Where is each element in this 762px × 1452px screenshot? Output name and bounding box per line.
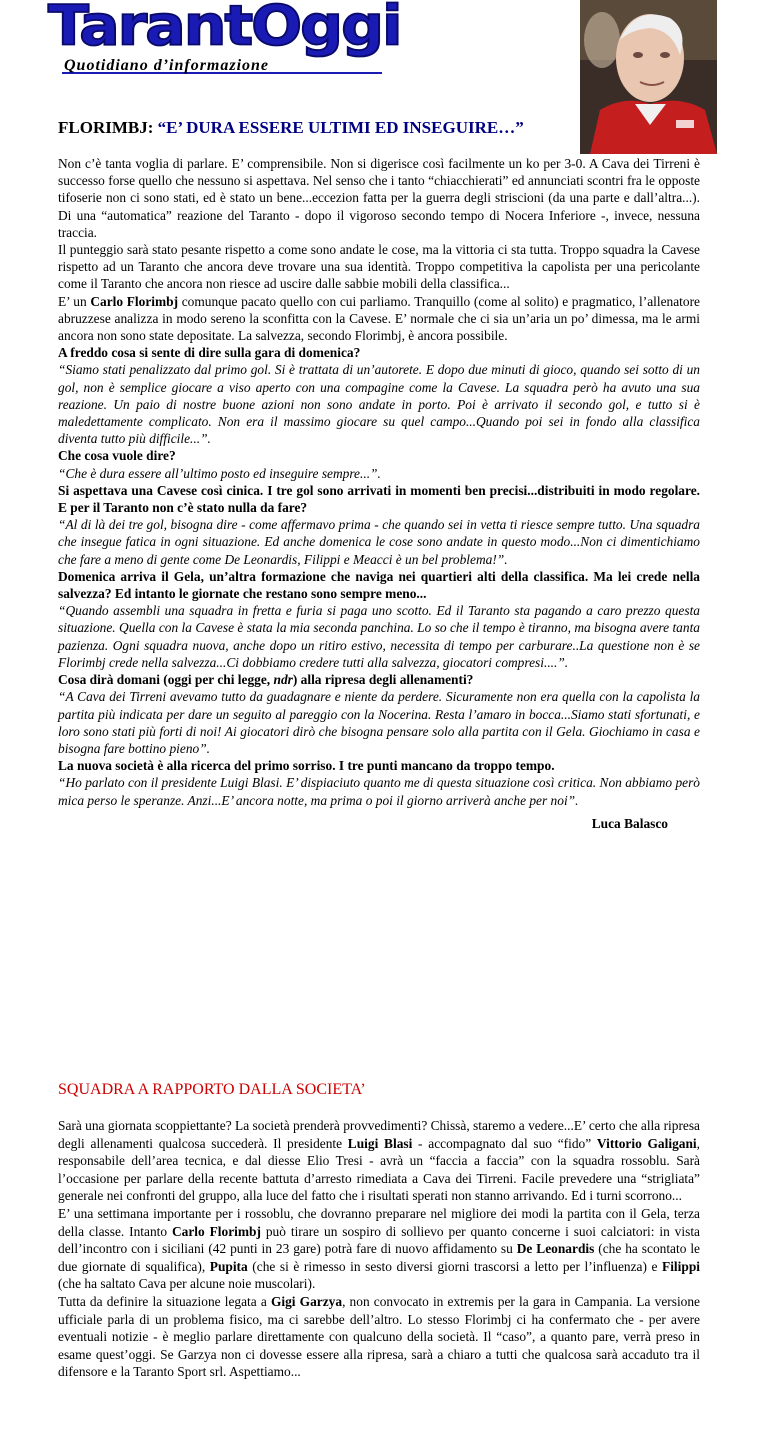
interview-question (58, 447, 700, 464)
interview-answer (58, 361, 700, 447)
text-run: Non c’è tanta voglia di parlare. E’ comprensibile. Non si digerisce così facilmente un ko per 3-0. A Cava dei Tirreni è successo forse quello che nessuno si aspettava. Nel senso che i tanto “chiacchierati” ed annunciati scontri fra le opposte tifoserie non ci sono stati, ed è stato un bene...eccezion fatta per la guerra degli striscioni (da una parte e dall’altra...). Di una “automatica” reazione del Taranto - dopo il vigoroso secondo tempo di Nocera Inferiore -, invece, nessuna traccia. (58, 156, 700, 240)
interview-answer (58, 602, 700, 671)
text-run: “Che è dura essere all’ultimo posto ed inseguire sempre...”. (58, 465, 381, 481)
text-run: (che ha scontato le due giornate di squalifica), (58, 1241, 700, 1274)
second-article-headline: SQUADRA A RAPPORTO DALLA SOCIETA’ (58, 1081, 366, 1098)
interview-answer (58, 465, 700, 482)
interview-answer (58, 774, 700, 808)
text-run: “Siamo stati penalizzato dal primo gol. Si è trattata di un’autorete. E dopo due minuti di gioco, quando sei sotto di un gol, non è semplice giocare a viso aperto con una compagine come la Cavese. La squadra però ha avuto una sua reazione. Un paio di nostre buone azioni non sono andate in porto. Poi è arrivato il secondo gol, e tutto si è maledettamente complicato. Non era il massimo giocare su quel campo...Quando poi sei in fondo alla classifica diventa tutto più difficile...”. (58, 362, 700, 447)
interview-answer (58, 688, 700, 757)
text-run: A freddo cosa si sente di dire sulla gara di domenica? (58, 345, 361, 361)
newspaper-logo: TarantOggi (48, 0, 401, 59)
interview-question (58, 344, 700, 361)
interview-question (58, 482, 700, 516)
newspaper-tagline: Quotidiano d’informazione (64, 57, 270, 74)
text-run: La nuova società è alla ricerca del primo sorriso. I tre punti mancano da troppo tempo. (58, 758, 555, 774)
bold-name: Carlo Florimbj (172, 1223, 261, 1239)
paragraph (58, 1205, 700, 1293)
headline-quote: “E’ DURA ESSERE ULTIMI ED INSEGUIRE…” (157, 118, 524, 137)
bold-name: Luigi Blasi (347, 1135, 413, 1151)
text-run: “Al di là dei tre gol, bisogna dire - come affermavo prima - che quando sei in vetta ti riesce sempre tutto. Una squadra che insegue fatica in ogni situazione. Ed anche domenica le cose sono andate in questo modo...Non ci dimentichiamo che fare a meno di gente come De Leonardis, Filippi e Meacci è un bel problema!”. (58, 517, 700, 567)
bold-name: Carlo Florimbj (90, 293, 179, 309)
text-run: (che ha saltato Cava per alcune noie muscolari). (58, 1276, 316, 1292)
text-run: Tutta da definire la situazione legata a (58, 1293, 271, 1309)
text-run: , responsabile dell’area tecnica, e dal diesse Elio Tresi - avrà un “faccia a faccia” con la squadra rossoblu. Sarà l’occasione per parlare della recente battuta d’arresto rimediata a Cava dei Tirreni. Facile prevedere una “strigliata” generale nei confronti del gruppo, alla luce del fatto che i risultati sperati non stanno arrivando. Ed i turni scorrono... (58, 1135, 700, 1204)
interview-question (58, 757, 700, 774)
interview-answer (58, 516, 700, 568)
second-article-paragraphs (58, 1117, 700, 1381)
article-body (58, 155, 700, 832)
bold-name: Gigi Garzya (270, 1293, 343, 1309)
text-run: Cosa dirà domani (oggi per chi legge, (58, 672, 274, 688)
bold-name: Filippi (662, 1258, 700, 1274)
text-run: ) alla ripresa degli allenamenti? (292, 672, 474, 688)
article-byline: Luca Balasco (591, 815, 668, 831)
article-paragraphs (58, 155, 700, 809)
text-run: E’ un (58, 293, 91, 309)
bold-name: Vittorio Galigani (596, 1135, 697, 1151)
paragraph (58, 241, 700, 293)
article-headline (58, 118, 524, 138)
text-run: Si aspettava una Cavese così cinica. I tre gol sono arrivati in momenti ben precisi...distribuiti in modo regolare. E per il Taranto non c’è stato nulla da fare? (58, 482, 700, 516)
bold-name: De Leonardis (516, 1241, 595, 1257)
paragraph (58, 293, 700, 345)
text-run: Sarà una giornata scoppiettante? La società prenderà provvedimenti? Chissà, staremo a vedere...E’ certo che alla ripresa degli allenamenti qualcosa succederà. Il presidente (58, 1118, 700, 1151)
text-run: - accompagnato dal suo “fido” (412, 1135, 597, 1151)
coach-portrait-photo (580, 0, 717, 154)
paragraph (58, 155, 700, 241)
text-run: Domenica arriva il Gela, un’altra formazione che naviga nei quartieri alti della classifica. Ma lei crede nella salvezza? Ed intanto le giornate che restano sono sempre meno... (58, 568, 700, 602)
text-run: “Ho parlato con il presidente Luigi Blasi. E’ dispiaciuto quanto me di questa situazione così critica. Non abbiamo però mica perso le speranze. Anzi...E’ ancora notte, ma prima o poi il giorno arriverà anche per noi”. (58, 775, 700, 808)
masthead (48, 0, 468, 80)
text-run: , non convocato in extremis per la gara in Campania. La versione ufficiale parla di un problema fisico, ma ci sarebbe dell’altro. Lo stesso Florimbj ci ha confermato che - per avere eventuali notizie - è meglio parlare direttamente con qualcuno della società. Il “caso”, a quanto pare, verrà preso in esame quest’oggi. Se Garzya non ci dovesse essere alla ripresa, sarà a chiaro a tutti che qualcosa sarà accaduto tra il difensore e la Taranto Sport srl. Aspettiamo... (58, 1293, 701, 1380)
interview-question (58, 568, 700, 602)
paragraph (58, 1293, 700, 1381)
headline-prefix: FLORIMBJ: (58, 118, 158, 137)
italic-text: ndr (273, 672, 293, 688)
text-run: comunque pacato quello con cui parliamo. Tranquillo (come al solito) e pragmatico, l’allenatore abruzzese analizza in modo sereno la sconfitta con la Cavese. E’ normale che ci sia un’aria un po’ dimessa, ma le armi ancora non sono state depositate. La salvezza, secondo Florimbj, è ancora possibile. (58, 293, 700, 344)
text-run: Che cosa vuole dire? (58, 448, 176, 464)
bold-name: Pupita (209, 1258, 248, 1274)
text-run: E’ una settimana importante per i rossoblu, che dovranno preparare nel migliore dei modi la partita con il Gela, terza della classe. Intanto (58, 1205, 700, 1239)
second-article-body (58, 1117, 700, 1381)
text-run: Il punteggio sarà stato pesante rispetto a come sono andate le cose, ma la vittoria ci sta tutta. Troppo squadra la Cavese rispetto ad un Taranto che ancora deve trovare una sua identità. Troppo competitiva la capolista per una pericolante come il Taranto che ancora non riesce ad uscire dalle sabbie mobili della classifica... (58, 242, 700, 292)
text-run: “Quando assembli una squadra in fretta e furia si paga uno scotto. Ed il Taranto sta pagando a caro prezzo questa situazione. Quella con la Cavese è stata la mia seconda panchina. Lo so che il tempo è tiranno, ma bisogna avere tanta pazienza. Ogni squadra nuova, anche dopo un ritiro estivo, necessita di tempo per carburare..La questione non è se Florimbj crede nella salvezza...Ci dobbiamo credere tutti alla salvezza, giocatori compresi....”. (58, 603, 700, 670)
interview-question (58, 671, 700, 688)
text-run: (che si è rimesso in sesto diversi giorni trascorsi a letto per l’influenza) e (247, 1258, 663, 1274)
text-run: può tirare un sospiro di sollievo per quanto concerne i suoi calciatori: in vista dell’incontro con i siciliani (42 punti in 23 gare) potrà fare di nuovo affidamento su (58, 1223, 700, 1257)
text-run: “A Cava dei Tirreni avevamo tutto da guadagnare e niente da perdere. Sicuramente non era quella con la capolista la partita più indicata per dare un seguito al pareggio con la Nocerina. Resta l’amaro in bocca...Siamo stati sfortunati, e loro sono stati più forti di noi! Ai giocatori dirò che bisogna pensare solo alla partita con il Gela. Giochiamo in casa e bisogna fare bottino pieno”. (58, 689, 700, 756)
paragraph (58, 1117, 700, 1205)
